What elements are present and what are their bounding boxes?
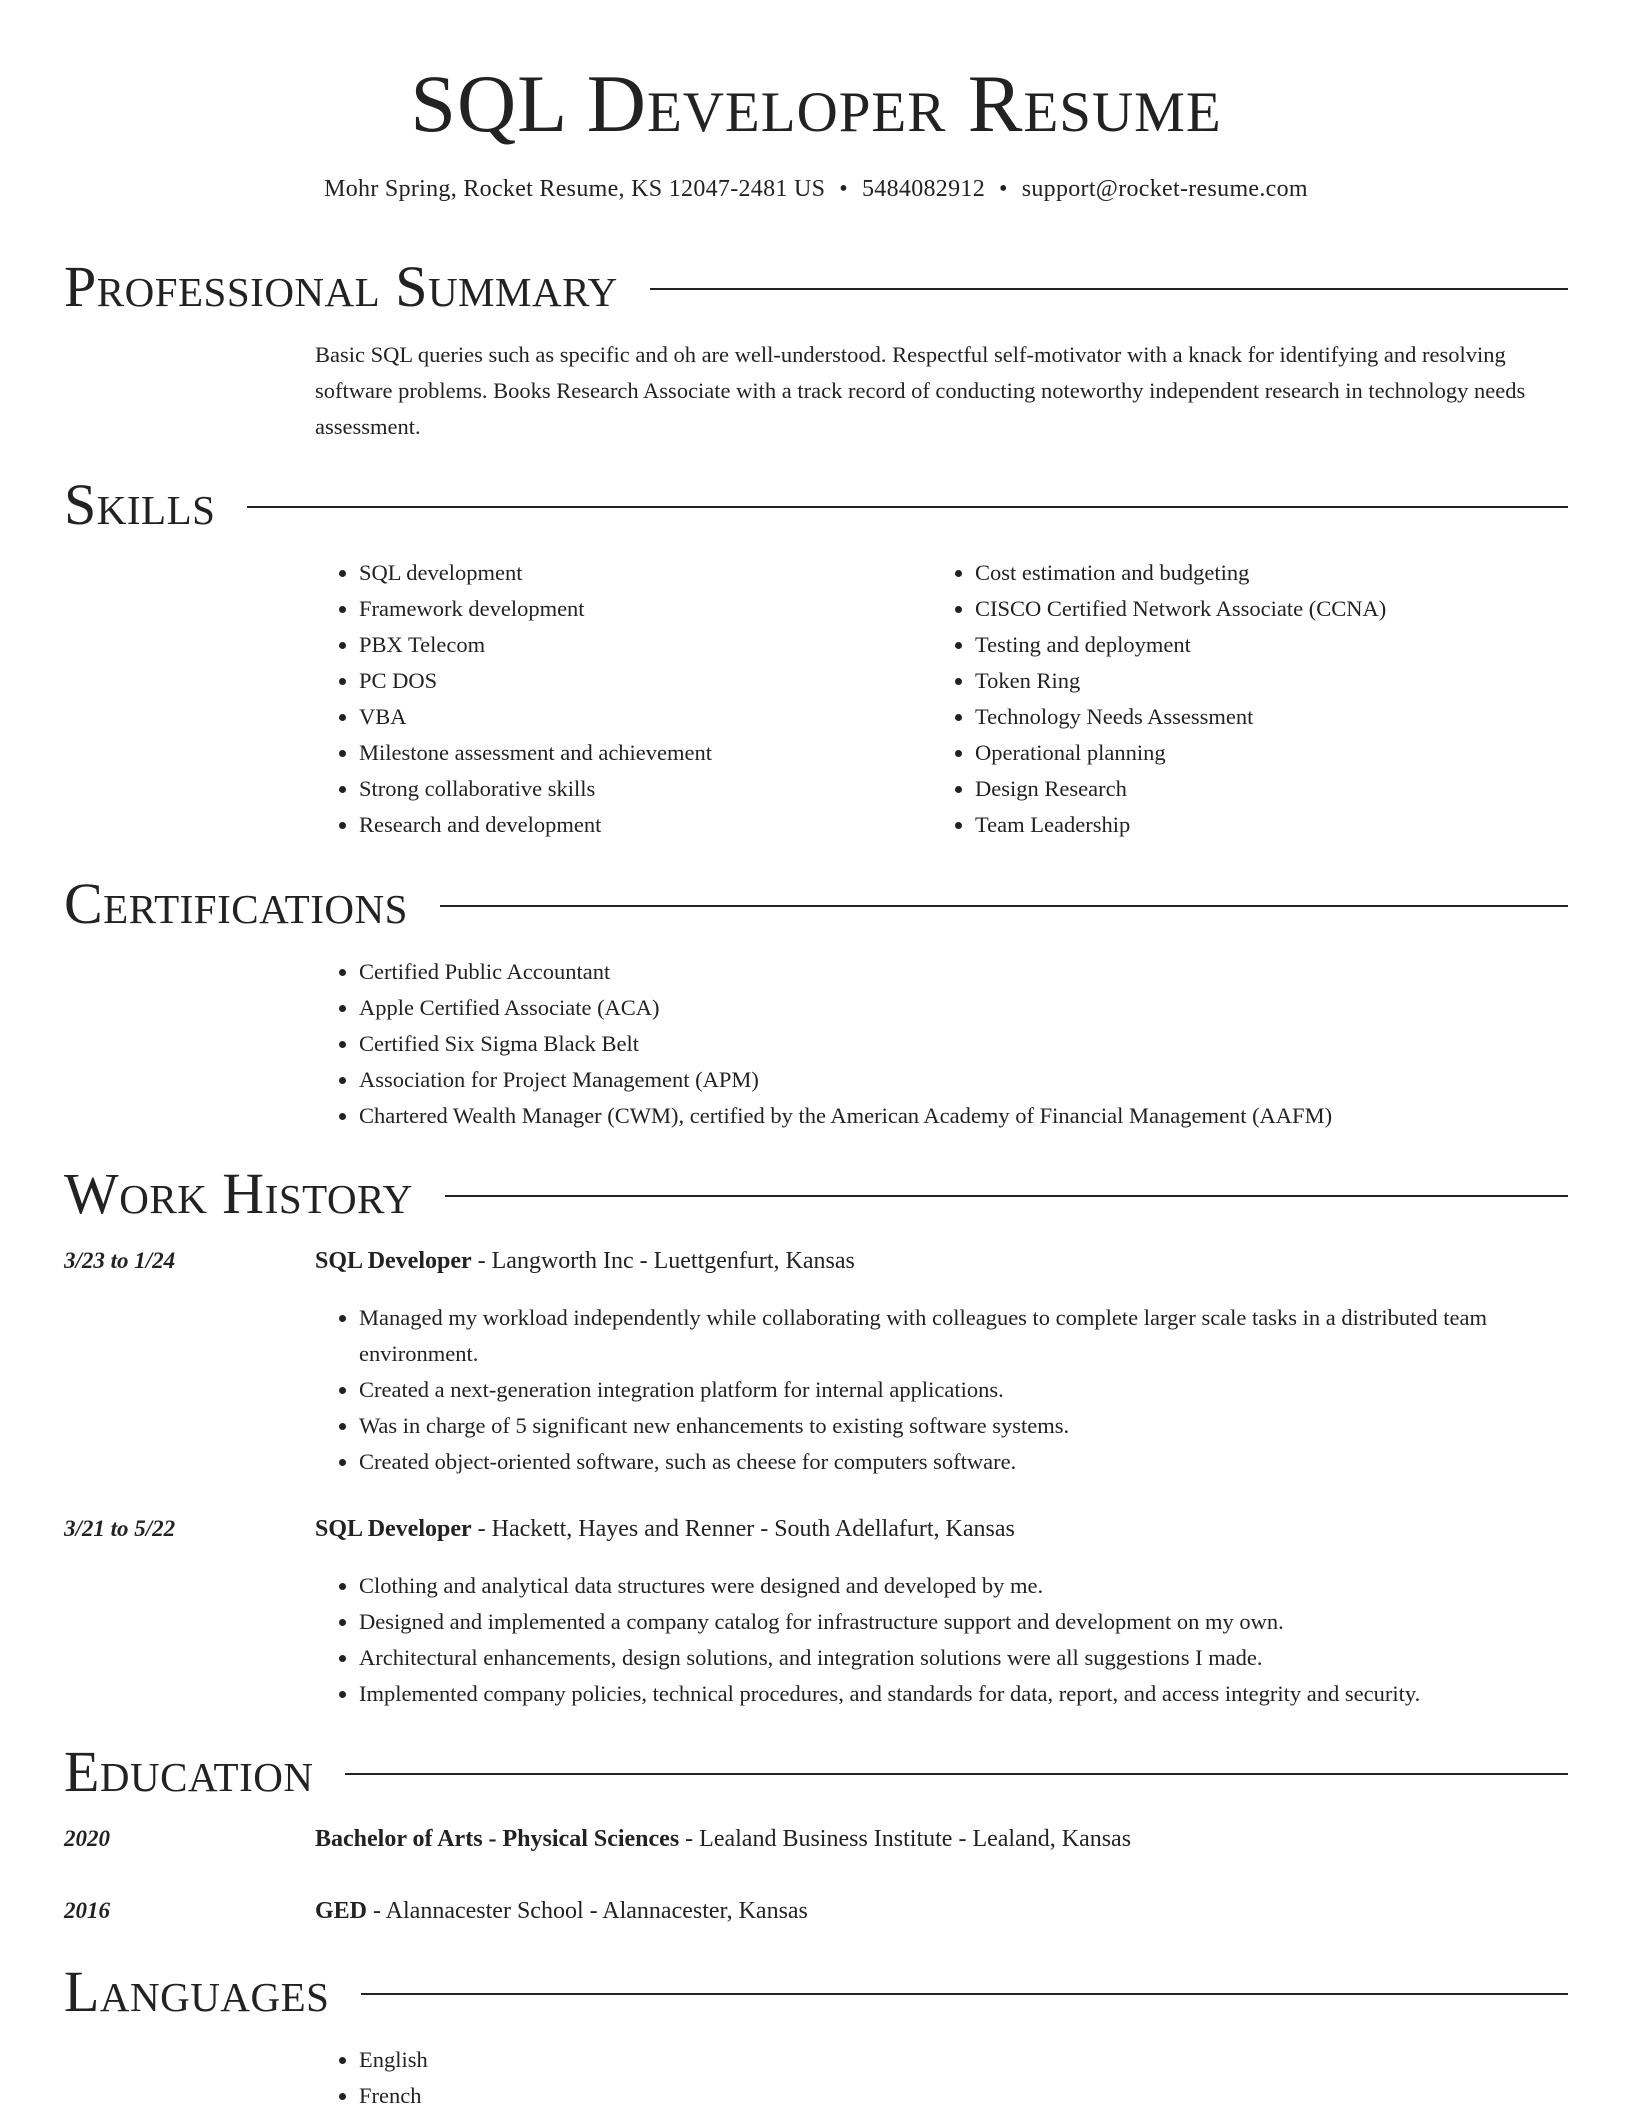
job-title: SQL Developer: [315, 1248, 472, 1274]
section-rule: [361, 1993, 1568, 1995]
section-summary-header: [64, 255, 1568, 319]
contact-line: [64, 176, 1568, 203]
languages-block: [315, 2042, 1568, 2114]
skill-item: • PBX Telecom: [359, 627, 915, 663]
job-company: - Langworth Inc - Luettgenfurt, Kansas: [471, 1248, 855, 1274]
contact-email[interactable]: support@rocket-resume.com: [1021, 176, 1308, 202]
job-bullets: [315, 1568, 1568, 1712]
skill-item: • Team Leadership: [975, 807, 1568, 843]
job-heading: [315, 1516, 1015, 1543]
education-degree: GED: [315, 1898, 368, 1924]
certification-item: • Certified Public Accountant: [359, 954, 1568, 990]
skills-left-column: [315, 555, 915, 843]
section-certifications-header: [64, 872, 1568, 936]
job-bullet: • Created object-oriented software, such as cheese for computers software.: [359, 1444, 1568, 1480]
skill-item: • Design Research: [975, 771, 1568, 807]
certification-item: • Association for Project Management (APM): [359, 1062, 1568, 1098]
separator-dot: •: [999, 176, 1008, 202]
summary-text: Basic SQL queries such as specific and oh are well-understood. Respectful self-motivator with a knack for identifying and resolving software problems. Books Research Associate with a track record of conducting noteworthy independent research in technology needs assessment.: [315, 342, 1526, 439]
skill-item: • Token Ring: [975, 663, 1568, 699]
job-dates: 3/21 to 5/22: [64, 1516, 176, 1541]
job-bullets-block: [315, 1300, 1568, 1480]
section-rule: [650, 288, 1568, 290]
section-rule: [345, 1773, 1568, 1775]
certifications-list: [315, 954, 1568, 1134]
education-school: - Lealand Business Institute - Lealand, Kansas: [679, 1826, 1132, 1852]
skills-list: [931, 555, 1568, 843]
job-bullet: • Managed my workload independently while collaborating with colleagues to complete larger scale tasks in a distributed team environment.: [359, 1300, 1568, 1372]
education-school: - Alannacester School - Alannacester, Kansas: [367, 1898, 808, 1924]
education-entry: [315, 1826, 1131, 1853]
skill-item: • Milestone assessment and achievement: [359, 735, 915, 771]
job-heading: [315, 1248, 855, 1275]
separator-dot: •: [839, 176, 848, 202]
skill-item: • Research and development: [359, 807, 915, 843]
certification-item: • Certified Six Sigma Black Belt: [359, 1026, 1568, 1062]
section-heading: Languages: [64, 1959, 330, 2024]
education-entry: [315, 1898, 808, 1925]
section-heading: Education: [64, 1739, 314, 1804]
education-degree: Bachelor of Arts - Physical Sciences: [315, 1826, 680, 1852]
section-heading: Certifications: [64, 871, 408, 936]
section-heading: Work History: [64, 1161, 413, 1226]
job-bullets-block: [315, 1568, 1568, 1712]
skill-item: • PC DOS: [359, 663, 915, 699]
skill-item: • Cost estimation and budgeting: [975, 555, 1568, 591]
certifications-block: [315, 954, 1568, 1134]
skill-item: • Operational planning: [975, 735, 1568, 771]
skill-item: • Framework development: [359, 591, 915, 627]
skills-right-column: [931, 555, 1568, 843]
contact-address: Mohr Spring, Rocket Resume, KS 12047-2481 US: [324, 176, 826, 202]
section-rule: [445, 1195, 1568, 1197]
job-bullet: • Implemented company policies, technical procedures, and standards for data, report, and access integrity and security.: [359, 1676, 1568, 1712]
section-heading: Professional Summary: [64, 254, 618, 319]
language-item: • French: [359, 2078, 1568, 2114]
section-education-header: [64, 1740, 1568, 1804]
certification-item: • Chartered Wealth Manager (CWM), certified by the American Academy of Financial Management (AAFM): [359, 1098, 1568, 1134]
job-company: - Hackett, Hayes and Renner - South Adellafurt, Kansas: [471, 1516, 1015, 1542]
section-work-header: [64, 1162, 1568, 1226]
skill-item: • Strong collaborative skills: [359, 771, 915, 807]
skill-item: • Technology Needs Assessment: [975, 699, 1568, 735]
skill-item: • VBA: [359, 699, 915, 735]
language-item: • English: [359, 2042, 1568, 2078]
languages-list: [315, 2042, 1568, 2114]
section-rule: [247, 506, 1568, 508]
education-year: 2016: [64, 1898, 110, 1923]
skill-item: • Testing and deployment: [975, 627, 1568, 663]
section-heading: Skills: [64, 472, 216, 537]
resume-title: SQL Developer Resume: [410, 58, 1222, 149]
section-skills-header: [64, 473, 1568, 537]
education-year: 2020: [64, 1826, 110, 1851]
skills-list: [315, 555, 915, 843]
job-title: SQL Developer: [315, 1516, 472, 1542]
job-bullet: • Was in charge of 5 significant new enhancements to existing software systems.: [359, 1408, 1568, 1444]
job-dates: 3/23 to 1/24: [64, 1248, 176, 1273]
job-bullets: [315, 1300, 1568, 1480]
job-bullet: • Clothing and analytical data structures were designed and developed by me.: [359, 1568, 1568, 1604]
certification-item: • Apple Certified Associate (ACA): [359, 990, 1568, 1026]
job-bullet: • Created a next-generation integration platform for internal applications.: [359, 1372, 1568, 1408]
contact-phone: 5484082912: [862, 176, 985, 202]
skill-item: • SQL development: [359, 555, 915, 591]
job-bullet: • Architectural enhancements, design solutions, and integration solutions were all suggestions I made.: [359, 1640, 1568, 1676]
section-languages-header: [64, 1960, 1568, 2024]
job-bullet: • Designed and implemented a company catalog for infrastructure support and development on my own.: [359, 1604, 1568, 1640]
skill-item: • CISCO Certified Network Associate (CCNA): [975, 591, 1568, 627]
section-rule: [440, 905, 1568, 907]
